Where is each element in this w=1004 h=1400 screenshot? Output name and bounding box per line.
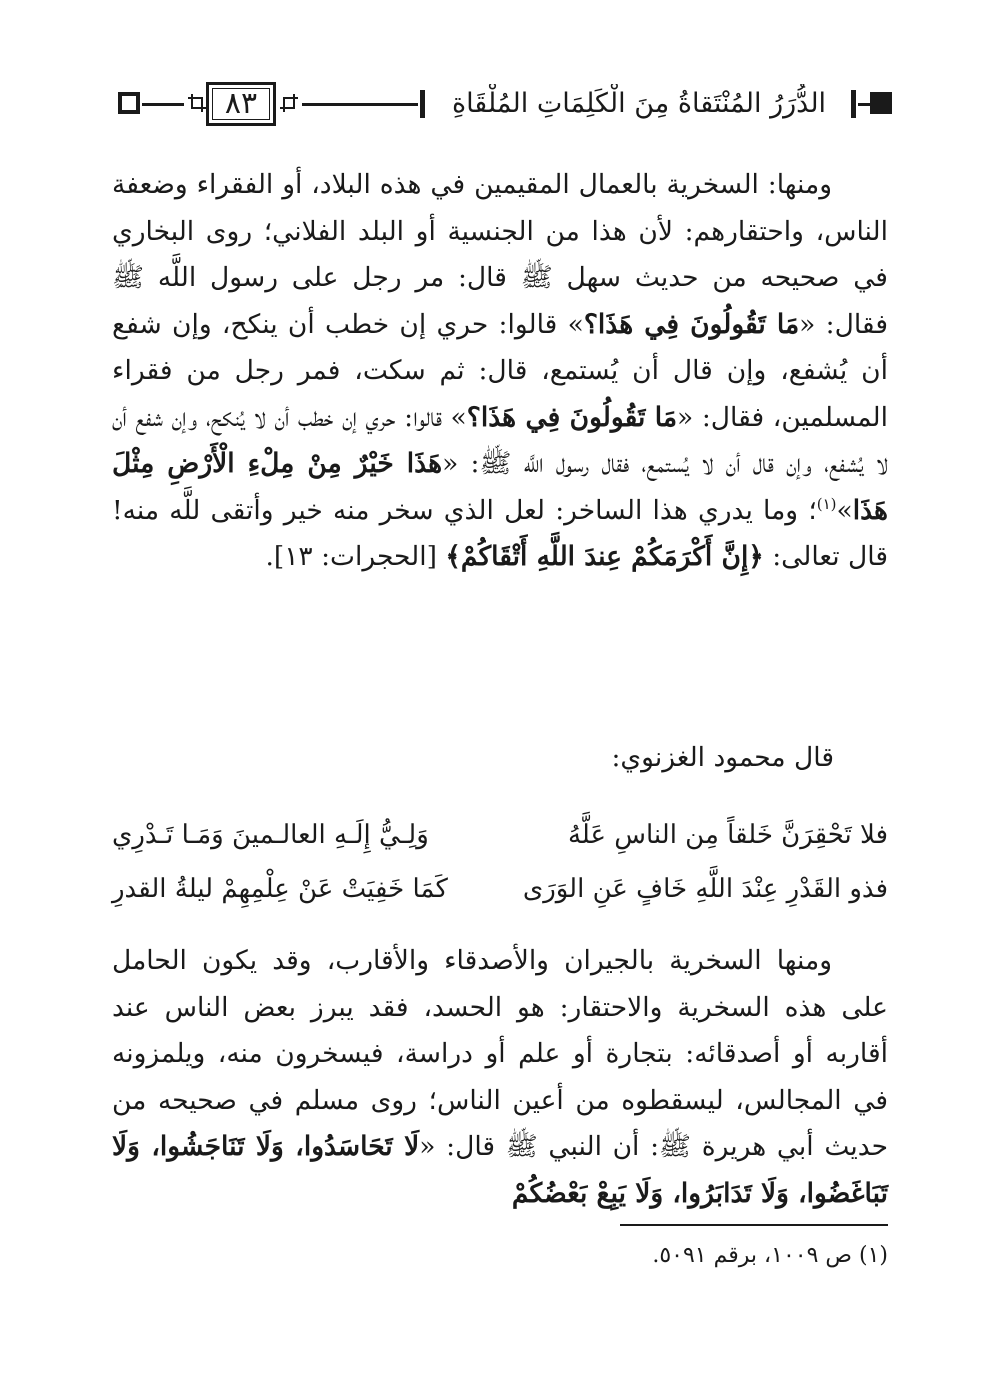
paragraph-mockery-of-relatives xyxy=(112,938,888,1217)
salla-allahu-alayhi-honorific: ﷺ xyxy=(112,262,145,293)
hadith-quote: مَا تَقُولُونَ فِي هَذَا؟ xyxy=(583,308,800,340)
header-ornament-square-left xyxy=(118,92,140,114)
poem-verse xyxy=(112,862,888,916)
header-rule xyxy=(142,103,184,106)
running-title: الدُّرَرُ المُنْتَقاةُ مِنَ الْكَلِمَاتِ المُلْقَاةِ xyxy=(451,88,827,119)
quran-verse: ﴿إِنَّ أَكْرَمَكُمْ عِندَ اللَّهِ أَتْقَاكُمْ﴾ xyxy=(445,541,764,572)
verse-first-hemistich: فلا تَحْقِرَنَّ خَلقاً مِن الناسِ عَلَّهُ xyxy=(567,820,888,850)
footnote-reference[interactable]: (١) xyxy=(816,494,837,513)
header-ornament-square-right xyxy=(870,92,892,114)
verse-first-hemistich: فذو القَدْرِ عِنْدَ اللَّهِ خَافٍ عَنِ الوَرَى xyxy=(522,874,888,904)
page-number-text: ٨٣ xyxy=(224,86,258,121)
paragraph-text: ومنها: السخرية بالعمال المقيمين في هذه البلاد، أو الفقراء وضعفة الناس، واحتقارهم: لأن هذا من الجنسية أو البلد الفلاني؛ روى البخاري في صحيحه من حديث سهل ﷺ قال: مر رجل على رسول اللَّه ﷺ فقال: «مَا تَقُولُونَ فِي هَذَا؟» قالوا: حري إن خطب أن ينكح، وإن شفع أن يُشفع، وإن قال أن يُستمع، قال: ثم سكت، فمر رجل من فقراء المسلمين، فقال: «مَا تَقُولُونَ فِي هَذَا؟» قالوا: حري إن خطب أن لا يُنكح، وإن شفع أن لا يُشفع، وإن قال أن لا يُستمع، فقال رسول اللَّه ﷺ: «هَذَا خَيْرٌ مِنْ مِلْءِ الْأَرْضِ مِثْلَ هَذَا»$^{(١)}$؛ وما يدري هذا الساخر: لعل الذي سخر منه خير وأتقى للَّه منه! قال تعالى: ﴿إِنَّ أَكْرَمَكُمْ عِندَ اللَّهِ أَتْقَاكُمْ﴾ [الحجرات: ١٣]. xyxy=(112,169,889,572)
poem-verse xyxy=(112,808,888,862)
paragraph-text: ومنها السخرية بالجيران والأصدقاء والأقارب، وقد يكون الحامل على هذه السخرية والاحتقار: هو الحسد، فقد يبرز بعض الناس عند أقاربه أو أصدقائه: بتجارة أو علم أو دراسة، فيسخرون منه، ويلمزونه في المجالس، ليسقطوه من أعين الناس؛ روى مسلم في صحيحه من حديث أبي هريرة ﷺ: أن النبي ﷺ قال: «لَا تَحَاسَدُوا، وَلَا تَنَاجَشُوا، وَلَا تَبَاغَضُوا، وَلَا تَدَابَرُوا، وَلَا يَبِعْ بَعْضُكُمْ xyxy=(112,945,889,1209)
poem-attribution: قال محمود الغزنوي: xyxy=(611,742,834,773)
hadith-quote: هَذَا خَيْرٌ مِنْ مِلْءِ الْأَرْضِ مِثْلَ هَذَا xyxy=(112,448,888,526)
verse-second-hemistich: كَمَا خَفِيَتْ عَنْ عِلْمِهِمْ ليلةُ القدرِ xyxy=(112,874,448,904)
radi-allahu-anhu-honorific: ﷺ xyxy=(659,1131,692,1162)
salla-allahu-alayhi-honorific: ﷺ xyxy=(479,448,512,479)
hadith-quote: لَا تَحَاسَدُوا، وَلَا تَنَاجَشُوا، وَلَا تَبَاغَضُوا، وَلَا تَدَابَرُوا، وَلَا يَبِعْ بَعْضُكُمْ xyxy=(112,1131,888,1209)
radi-allahu-anhu-honorific: ﷺ xyxy=(520,262,553,293)
ornament-knot-icon xyxy=(278,92,300,114)
footnote: (١) ص ١٠٠٩، برقم ٥٠٩١. xyxy=(652,1243,888,1268)
page-number xyxy=(206,82,276,126)
ornament-knot-icon xyxy=(186,92,208,114)
poem xyxy=(112,808,888,916)
header-bar xyxy=(420,90,425,118)
header-rule xyxy=(302,103,418,106)
paragraph-mockery-of-workers xyxy=(112,162,888,581)
footnote-separator xyxy=(620,1224,888,1226)
page-header xyxy=(118,78,888,134)
header-bar xyxy=(851,90,856,118)
hadith-quote: مَا تَقُولُونَ فِي هَذَا؟ xyxy=(466,401,678,433)
salla-allahu-alayhi-honorific: ﷺ xyxy=(505,1131,538,1162)
verse-second-hemistich: وَلِـيُّ إِلَـهِ العالـمينَ وَمَـا تَـدْرِي xyxy=(112,820,429,850)
